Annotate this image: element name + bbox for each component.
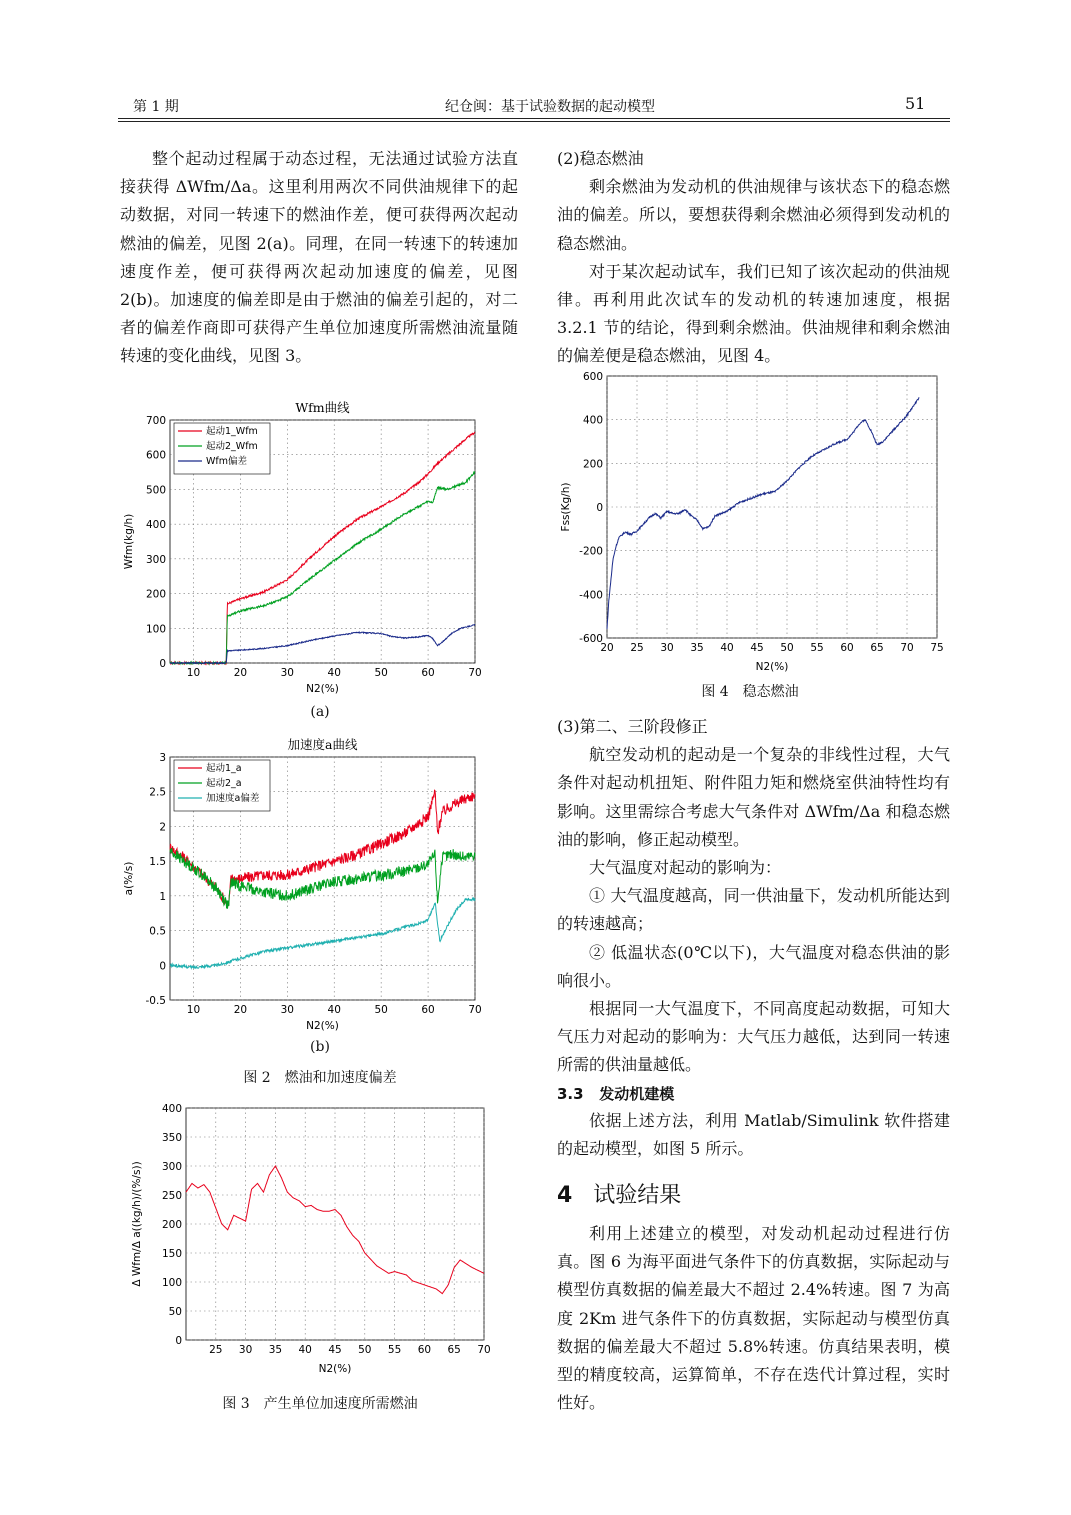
x-tick-label: 60: [417, 1344, 432, 1356]
chart-title: 加速度a曲线: [287, 737, 358, 752]
x-tick-label: 35: [268, 1344, 283, 1356]
y-tick-label: -0.5: [145, 995, 166, 1007]
y-tick-label: 300: [145, 553, 166, 566]
y-tick-label: 400: [161, 1103, 182, 1115]
x-tick-label: 40: [298, 1344, 312, 1356]
paragraph: 根据同一大气温度下，不同高度起动数据，可知大气压力对起动的影响为：大气压力越低，达到同一转速所需的供油量越低。: [557, 999, 950, 1075]
header-rule-thin: [118, 121, 950, 122]
y-axis-label: Δ Wfm/Δ a((kg/h)/(%/s)): [131, 1161, 143, 1287]
y-tick-label: 600: [582, 371, 603, 383]
x-tick-label: 50: [358, 1344, 372, 1356]
y-axis-label: a(%/s): [123, 861, 135, 896]
x-tick-label: 35: [690, 642, 704, 654]
y-tick-label: 200: [145, 588, 166, 601]
x-tick-label: 50: [374, 1004, 388, 1016]
paragraph: 整个起动过程属于动态过程，无法通过试验方法直接获得 ΔWfm/Δa。这里利用两次不同供油规律下的起动数据，对同一转速下的燃油作差，便可获得两次起动燃油的偏差，见图 2(a)。同理，在同一转速下的转速加速度作差，便可获得两次起动加速度的偏差，见图 2(b)。加速度的偏差即是由于燃油的偏差引起的，对二者的偏差作商即可获得产生单位加速度所需燃油流量随转速的变化曲线，见图 3。: [120, 149, 518, 366]
x-tick-label: 40: [327, 667, 341, 679]
x-tick-label: 55: [387, 1344, 402, 1356]
legend-label: 起动2_Wfm: [206, 441, 258, 452]
y-tick-label: 150: [161, 1248, 182, 1260]
section-number: 3.3: [557, 1085, 584, 1103]
x-tick-label: 55: [810, 642, 824, 654]
y-axis-label: Wfm(kg/h): [123, 513, 135, 570]
y-tick-label: 0: [175, 1335, 182, 1347]
x-tick-label: 30: [238, 1344, 253, 1356]
legend-label: 加速度a偏差: [206, 793, 260, 804]
y-tick-label: 200: [582, 458, 603, 471]
caption-fig4: 图 4 稳态燃油: [701, 684, 799, 700]
paragraph: (2)稳态燃油: [557, 149, 644, 168]
y-tick-label: -400: [579, 589, 603, 602]
caption-fig2b: (b): [310, 1039, 330, 1055]
y-tick-label: 700: [145, 415, 166, 427]
x-axis-label: N2(%): [306, 1020, 339, 1032]
y-tick-label: 3: [159, 752, 166, 764]
paragraph: 对于某次起动试车，我们已知了该次起动的供油规律。再利用此次试车的发动机的转速加速度，根据 3.2.1 节的结论，得到剩余燃油。供油规律和剩余燃油的偏差便是稳态燃油，见图 4。: [557, 261, 950, 366]
y-tick-label: 250: [161, 1190, 182, 1202]
x-tick-label: 50: [374, 667, 388, 679]
x-axis-label: N2(%): [755, 661, 789, 673]
paragraph: 利用上述建立的模型，对发动机起动过程进行仿真。图 6 为海平面进气条件下的仿真数据，实际起动与模型仿真数据的偏差最大不超过 2.4%转速。图 7 为高度 2Km 进气条件下的仿真数据，实际起动与模型仿真数据的偏差最大不超过 5.8%转速。仿真结果表明，模型的精度较高，运算简单，不存在迭代计算过程，实时性好。: [557, 1224, 950, 1413]
x-tick-label: 30: [280, 1004, 294, 1016]
x-tick-label: 20: [233, 1004, 248, 1016]
section-heading-4: [557, 1178, 681, 1209]
x-tick-label: 30: [660, 642, 674, 654]
header-rule: [118, 118, 950, 119]
y-tick-label: 200: [161, 1219, 182, 1231]
y-tick-label: 400: [145, 519, 166, 532]
x-tick-label: 10: [186, 1004, 201, 1016]
x-tick-label: 70: [477, 1344, 491, 1356]
caption-fig2a: (a): [310, 704, 330, 720]
paragraph: ① 大气温度越高，同一供油量下，发动机所能达到的转速越高；: [557, 886, 950, 934]
y-tick-label: 400: [582, 414, 603, 427]
paragraph: 剩余燃油为发动机的供油规律与该状态下的稳态燃油的偏差。所以，要想获得剩余燃油必须得到发动机的稳态燃油。: [557, 177, 950, 253]
chart-fig4: [555, 368, 950, 673]
x-tick-label: 60: [421, 667, 435, 679]
legend-label: 起动1_Wfm: [206, 426, 258, 437]
header-issue: 第 1 期: [133, 99, 179, 115]
section-title: 发动机建模: [599, 1085, 675, 1103]
y-axis-label: Fss(Kg/h): [560, 482, 572, 532]
x-tick-label: 40: [720, 642, 734, 654]
paragraph: ② 低温状态(0℃以下)，大气温度对稳态供油的影响很小。: [557, 942, 950, 990]
y-tick-label: 50: [168, 1306, 182, 1318]
legend-label: Wfm偏差: [206, 456, 247, 467]
paragraph: 依据上述方法，利用 Matlab/Simulink 软件搭建的起动模型，如图 5 所示。: [557, 1111, 950, 1159]
chart-fig2b: [118, 733, 488, 1033]
y-tick-label: -200: [579, 545, 603, 558]
legend-label: 起动1_a: [206, 763, 242, 774]
section-3-3-text: [557, 1107, 950, 1163]
paragraph: 航空发动机的起动是一个复杂的非线性过程，大气条件对起动机扭矩、附件阻力矩和燃烧室供油特性均有影响。这里需综合考虑大气条件对 ΔWfm/Δa 和稳态燃油的影响，修正起动模型。: [557, 745, 950, 849]
y-tick-label: 2.5: [149, 786, 166, 799]
y-tick-label: -600: [579, 633, 603, 645]
x-axis-label: N2(%): [318, 1363, 352, 1375]
y-tick-label: 0.5: [149, 925, 166, 938]
section-number: 4: [557, 1183, 573, 1208]
y-tick-label: 2: [159, 821, 166, 834]
chart-fig3: [118, 1100, 493, 1385]
y-tick-label: 100: [161, 1277, 182, 1289]
x-tick-label: 20: [600, 642, 614, 654]
y-tick-label: 0: [596, 502, 603, 514]
y-tick-label: 1: [159, 890, 166, 903]
x-tick-label: 50: [780, 642, 794, 654]
paragraph: 大气温度对起动的影响为：: [589, 858, 782, 878]
y-tick-label: 0: [159, 658, 166, 670]
x-tick-label: 70: [468, 1004, 482, 1016]
x-tick-label: 75: [930, 642, 944, 654]
x-tick-label: 30: [280, 667, 294, 679]
x-tick-label: 25: [630, 642, 644, 654]
section-title: 试验结果: [593, 1183, 682, 1208]
section-4-text: [557, 1220, 950, 1417]
left-column-text: [120, 145, 518, 371]
x-tick-label: 10: [186, 667, 201, 679]
x-tick-label: 45: [750, 642, 764, 654]
section-heading-3-3: [557, 1083, 674, 1104]
right-column-middle: [557, 713, 950, 1080]
x-tick-label: 25: [209, 1344, 223, 1356]
y-tick-label: 350: [161, 1132, 182, 1144]
y-tick-label: 500: [145, 484, 166, 497]
x-axis-label: N2(%): [306, 683, 339, 695]
x-tick-label: 60: [840, 642, 854, 654]
x-tick-label: 40: [327, 1004, 341, 1016]
caption-fig2: 图 2 燃油和加速度偏差: [243, 1070, 397, 1086]
x-tick-label: 45: [328, 1344, 342, 1356]
x-tick-label: 70: [468, 667, 482, 679]
right-column-top: [557, 145, 950, 371]
chart-title: Wfm曲线: [295, 400, 350, 415]
header-page-number: 51: [905, 94, 926, 113]
y-tick-label: 600: [145, 449, 166, 462]
chart-fig2a: [118, 396, 488, 696]
paragraph: (3)第二、三阶段修正: [557, 717, 708, 736]
header-title: 纪仓闽：基于试验数据的起动模型: [445, 99, 655, 115]
caption-fig3: 图 3 产生单位加速度所需燃油: [222, 1396, 418, 1412]
legend-label: 起动2_a: [206, 778, 242, 789]
y-tick-label: 0: [159, 960, 166, 973]
x-tick-label: 70: [900, 642, 914, 654]
x-tick-label: 65: [447, 1344, 461, 1356]
y-tick-label: 100: [145, 623, 166, 636]
y-tick-label: 300: [161, 1161, 182, 1173]
x-tick-label: 65: [870, 642, 884, 654]
x-tick-label: 60: [421, 1004, 435, 1016]
x-tick-label: 20: [233, 667, 248, 679]
y-tick-label: 1.5: [149, 856, 166, 869]
